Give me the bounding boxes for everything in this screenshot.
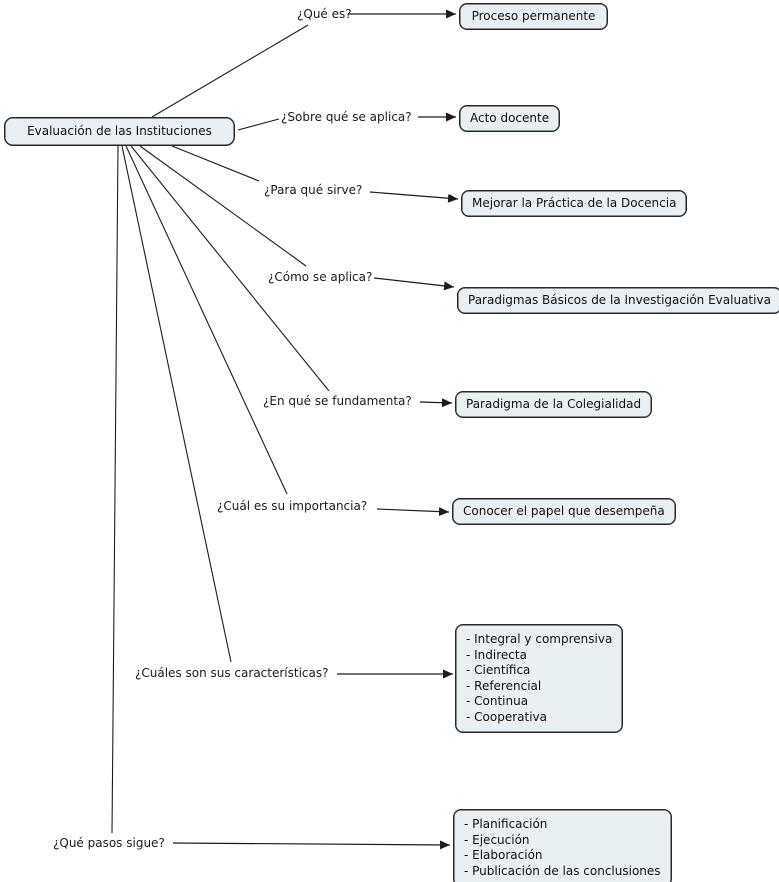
answer-line: - Indirecta (466, 647, 527, 662)
answer-node[interactable]: Paradigma de la Colegialidad (455, 391, 652, 418)
connector-line (238, 119, 279, 130)
question-label[interactable]: ¿Sobre qué se aplica? (281, 110, 412, 124)
connector-line (140, 146, 306, 266)
connector-line (112, 146, 118, 833)
answer-node[interactable]: Paradigmas Básicos de la Investigación Evaluativa (457, 287, 779, 314)
question-label[interactable]: ¿En qué se fundamenta? (263, 394, 412, 408)
question-label[interactable]: ¿Cómo se aplica? (268, 270, 373, 284)
question-label[interactable]: ¿Cuáles son sus características? (135, 666, 329, 680)
arrow-connector (420, 402, 452, 403)
answer-line: - Referencial (466, 678, 542, 693)
question-label[interactable]: ¿Para qué sirve? (264, 183, 363, 197)
arrow-connector (377, 509, 449, 512)
answer-line: - Elaboración (464, 848, 543, 862)
answer-line: - Publicación de las conclusiones (464, 863, 661, 878)
connector-line (122, 146, 231, 662)
connector-line (126, 146, 287, 494)
connector-line (152, 25, 308, 117)
arrow-connector (173, 843, 450, 845)
answer-node[interactable]: Proceso permanente (459, 3, 608, 30)
answer-line: - Científica (466, 663, 531, 677)
answer-node[interactable]: Acto docente (459, 105, 560, 132)
arrow-connector (374, 278, 454, 287)
answer-node[interactable] (455, 624, 623, 733)
answer-node[interactable]: Conocer el papel que desempeña (452, 498, 676, 525)
question-label[interactable]: ¿Qué pasos sigue? (53, 836, 165, 850)
question-label[interactable]: ¿Qué es? (297, 7, 352, 21)
question-label[interactable]: ¿Cuál es su importancia? (217, 499, 368, 513)
answer-line: - Continua (466, 694, 529, 708)
root-node[interactable]: Evaluación de las Instituciones (4, 117, 235, 146)
answer-line: - Integral y comprensiva (466, 632, 613, 646)
answer-line: - Cooperativa (466, 709, 547, 724)
arrow-connector (370, 192, 458, 199)
connector-line (172, 146, 259, 181)
answer-line: - Planificación (464, 817, 548, 831)
answer-node[interactable] (453, 809, 672, 882)
answer-node[interactable]: Mejorar la Práctica de la Docencia (461, 190, 687, 217)
answer-line: - Ejecución (464, 832, 530, 847)
